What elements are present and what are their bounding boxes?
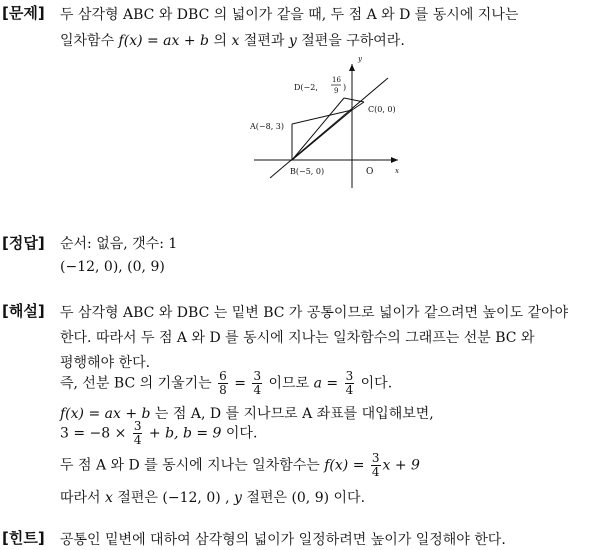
explanation-line-6	[60, 420, 257, 447]
coordinate-figure	[240, 50, 420, 190]
numerator: 3	[133, 419, 142, 433]
equals-sign: =	[229, 375, 251, 392]
fraction	[218, 370, 228, 397]
problem-text: 일차함수	[60, 33, 119, 49]
point-b-label: B(−5, 0)	[290, 167, 325, 176]
explanation-line-4	[60, 370, 392, 397]
point-d-numerator: 16	[332, 76, 341, 84]
answer-line-1: 순서: 없음, 갯수: 1	[60, 236, 178, 252]
explanation-text: 따라서	[60, 490, 106, 506]
function-expression: f(x) = ax + b	[118, 33, 210, 49]
numerator: 3	[253, 369, 262, 383]
hint-tag: [힌트]	[2, 529, 45, 547]
explanation-text: 3 = −8 ×	[60, 425, 131, 442]
y-axis-arrow-icon	[349, 64, 355, 71]
explanation-line-3: 평행해야 한다.	[60, 355, 151, 371]
explanation-text: 절편은 (0, 9) 이다.	[241, 490, 366, 506]
x-axis-arrow-icon	[391, 157, 398, 163]
y-variable: y	[288, 33, 297, 49]
y-axis-label: y	[358, 55, 362, 63]
function-expression: x + 9	[382, 457, 420, 474]
problem-text: 절편과	[239, 33, 289, 49]
explanation-line-7	[60, 452, 420, 479]
hint-line: 공통인 밑변에 대하여 삼각형의 넓이가 일정하려면 높이가 일정해야 한다.	[60, 532, 506, 548]
denominator: 4	[345, 383, 354, 397]
problem-text: 의	[209, 33, 232, 49]
point-c-label: C(0, 0)	[368, 105, 396, 114]
explanation-text: 절편은 (−12, 0) ,	[112, 490, 235, 506]
x-variable: x	[231, 33, 240, 49]
denominator: 8	[219, 383, 227, 397]
fraction	[345, 370, 355, 397]
linear-function-graph	[270, 78, 388, 178]
numerator: 6	[219, 369, 227, 383]
explanation-text: 는 점 A, D 를 지나므로 A 좌표를 대입해보면,	[150, 406, 434, 422]
explanation-math: + b, b = 9	[144, 425, 222, 442]
fraction	[252, 370, 262, 397]
denominator: 4	[133, 433, 142, 447]
answer-tag: [정답]	[2, 234, 45, 252]
problem-line-2	[60, 30, 405, 50]
explanation-line-8	[60, 487, 365, 507]
point-d-close: )	[343, 83, 347, 92]
denominator: 4	[371, 465, 380, 479]
a-variable: a	[313, 375, 322, 392]
x-variable: x	[105, 490, 113, 506]
explanation-text: 이다.	[221, 425, 258, 442]
numerator: 3	[345, 369, 354, 383]
fraction	[133, 420, 143, 447]
segment-bd	[292, 98, 344, 160]
problem-tag: [문제]	[2, 4, 45, 22]
origin-label: O	[366, 167, 374, 177]
function-expression: f(x) =	[324, 457, 369, 474]
function-expression: f(x) = ax + b	[60, 406, 151, 422]
numerator: 3	[371, 451, 380, 465]
explanation-text: 이다.	[356, 375, 393, 392]
equals-sign: =	[321, 375, 343, 392]
explanation-text: 즉, 선분 BC 의 기울기는	[60, 375, 217, 392]
fraction	[371, 452, 381, 479]
point-d-label: D(−2,	[294, 83, 318, 92]
point-a-label: A(−8, 3)	[250, 122, 284, 131]
point-d-denominator: 9	[334, 87, 339, 95]
explanation-tag: [해설]	[2, 302, 45, 320]
problem-text: 절편을 구하여라.	[296, 33, 405, 49]
x-axis-label: x	[395, 167, 399, 175]
explanation-line-1: 두 삼각형 ABC 와 DBC 는 밑변 BC 가 공통이므로 넓이가 같으려면 높이도 같아야	[60, 305, 569, 321]
answer-line-2: (−12, 0), (0, 9)	[60, 259, 165, 275]
explanation-line-2: 한다. 따라서 두 점 A 와 D 를 동시에 지나는 일차함수의 그래프는 선분 BC 와	[60, 330, 535, 346]
segment-dc	[344, 98, 364, 102]
explanation-text: 두 점 A 와 D 를 동시에 지나는 일차함수는	[60, 457, 325, 474]
y-variable: y	[234, 490, 242, 506]
explanation-text: 이므로	[264, 375, 314, 392]
denominator: 4	[253, 383, 262, 397]
problem-line-1: 두 삼각형 ABC 와 DBC 의 넓이가 같을 때, 두 점 A 와 D 를 동시에 지나는	[60, 7, 519, 23]
